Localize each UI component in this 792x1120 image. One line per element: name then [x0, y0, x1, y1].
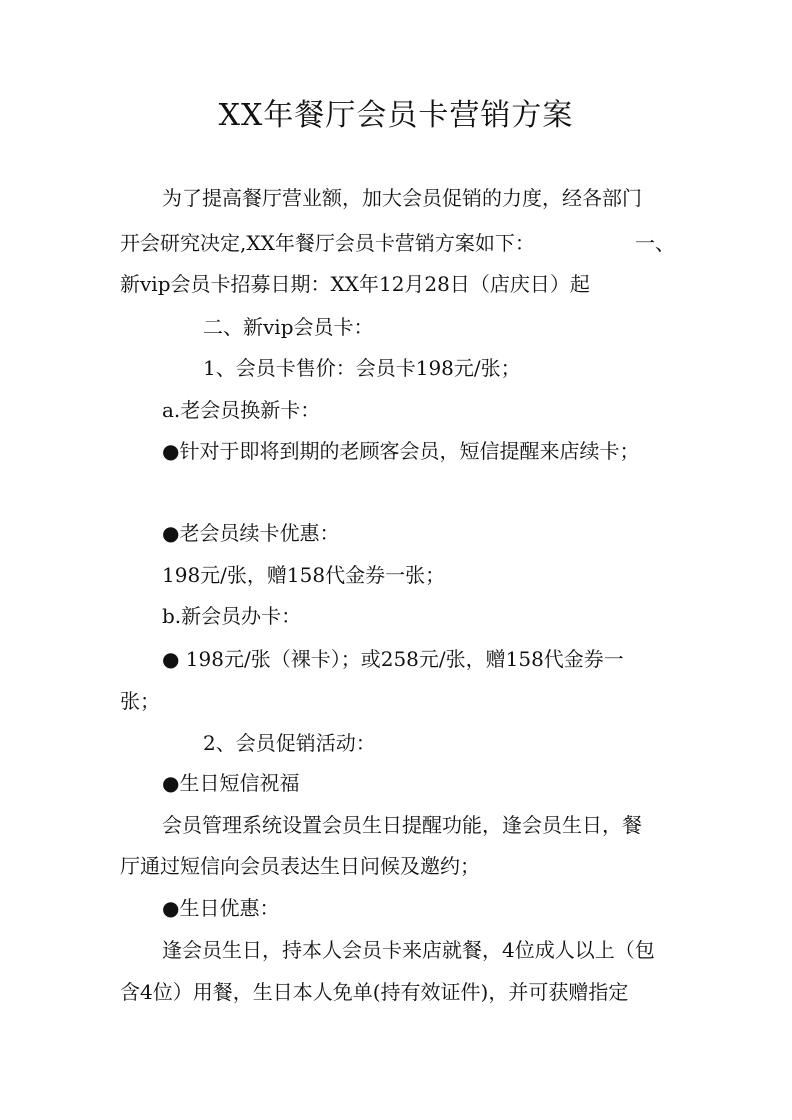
paragraph-line: 新vip会员卡招募日期：XX年12月28日（店庆日）起 — [120, 272, 590, 296]
paragraph-line: 1、会员卡售价：会员卡198元/张； — [203, 356, 521, 380]
subheading: b.新会员办卡： — [162, 604, 302, 628]
paragraph-line: 张； — [120, 689, 160, 713]
section-heading: 二、新vip会员卡： — [203, 315, 374, 339]
section-number: 一、 — [635, 231, 675, 255]
paragraph-text: 开会研究决定,XX年餐厅会员卡营销方案如下： — [120, 231, 535, 255]
paragraph-line: 厅通过短信向会员表达生日问候及邀约； — [120, 854, 480, 878]
paragraph-line: 为了提高餐厅营业额，加大会员促销的力度，经各部门 — [162, 186, 642, 210]
document-title: XX年餐厅会员卡营销方案 — [218, 98, 574, 133]
section-heading: 2、会员促销活动： — [203, 731, 376, 755]
paragraph-line: 含4位）用餐，生日本人免单(持有效证件)，并可获赠指定 — [120, 980, 629, 1004]
paragraph-line: 会员管理系统设置会员生日提醒功能，逢会员生日，餐 — [162, 813, 642, 837]
bullet-item: ● 198元/张（裸卡）；或258元/张，赠158代金券一 — [162, 647, 624, 671]
paragraph-line: 198元/张，赠158代金券一张； — [162, 563, 446, 587]
paragraph-line: 逢会员生日，持本人会员卡来店就餐，4位成人以上（包 — [162, 938, 655, 962]
bullet-item: ●生日短信祝福 — [162, 771, 300, 795]
bullet-item: ●老会员续卡优惠： — [162, 521, 340, 545]
subheading: a.老会员换新卡： — [162, 398, 321, 422]
paragraph-line — [120, 229, 675, 257]
bullet-item: ●针对于即将到期的老顾客会员，短信提醒来店续卡； — [162, 439, 640, 463]
bullet-item: ●生日优惠： — [162, 896, 280, 920]
